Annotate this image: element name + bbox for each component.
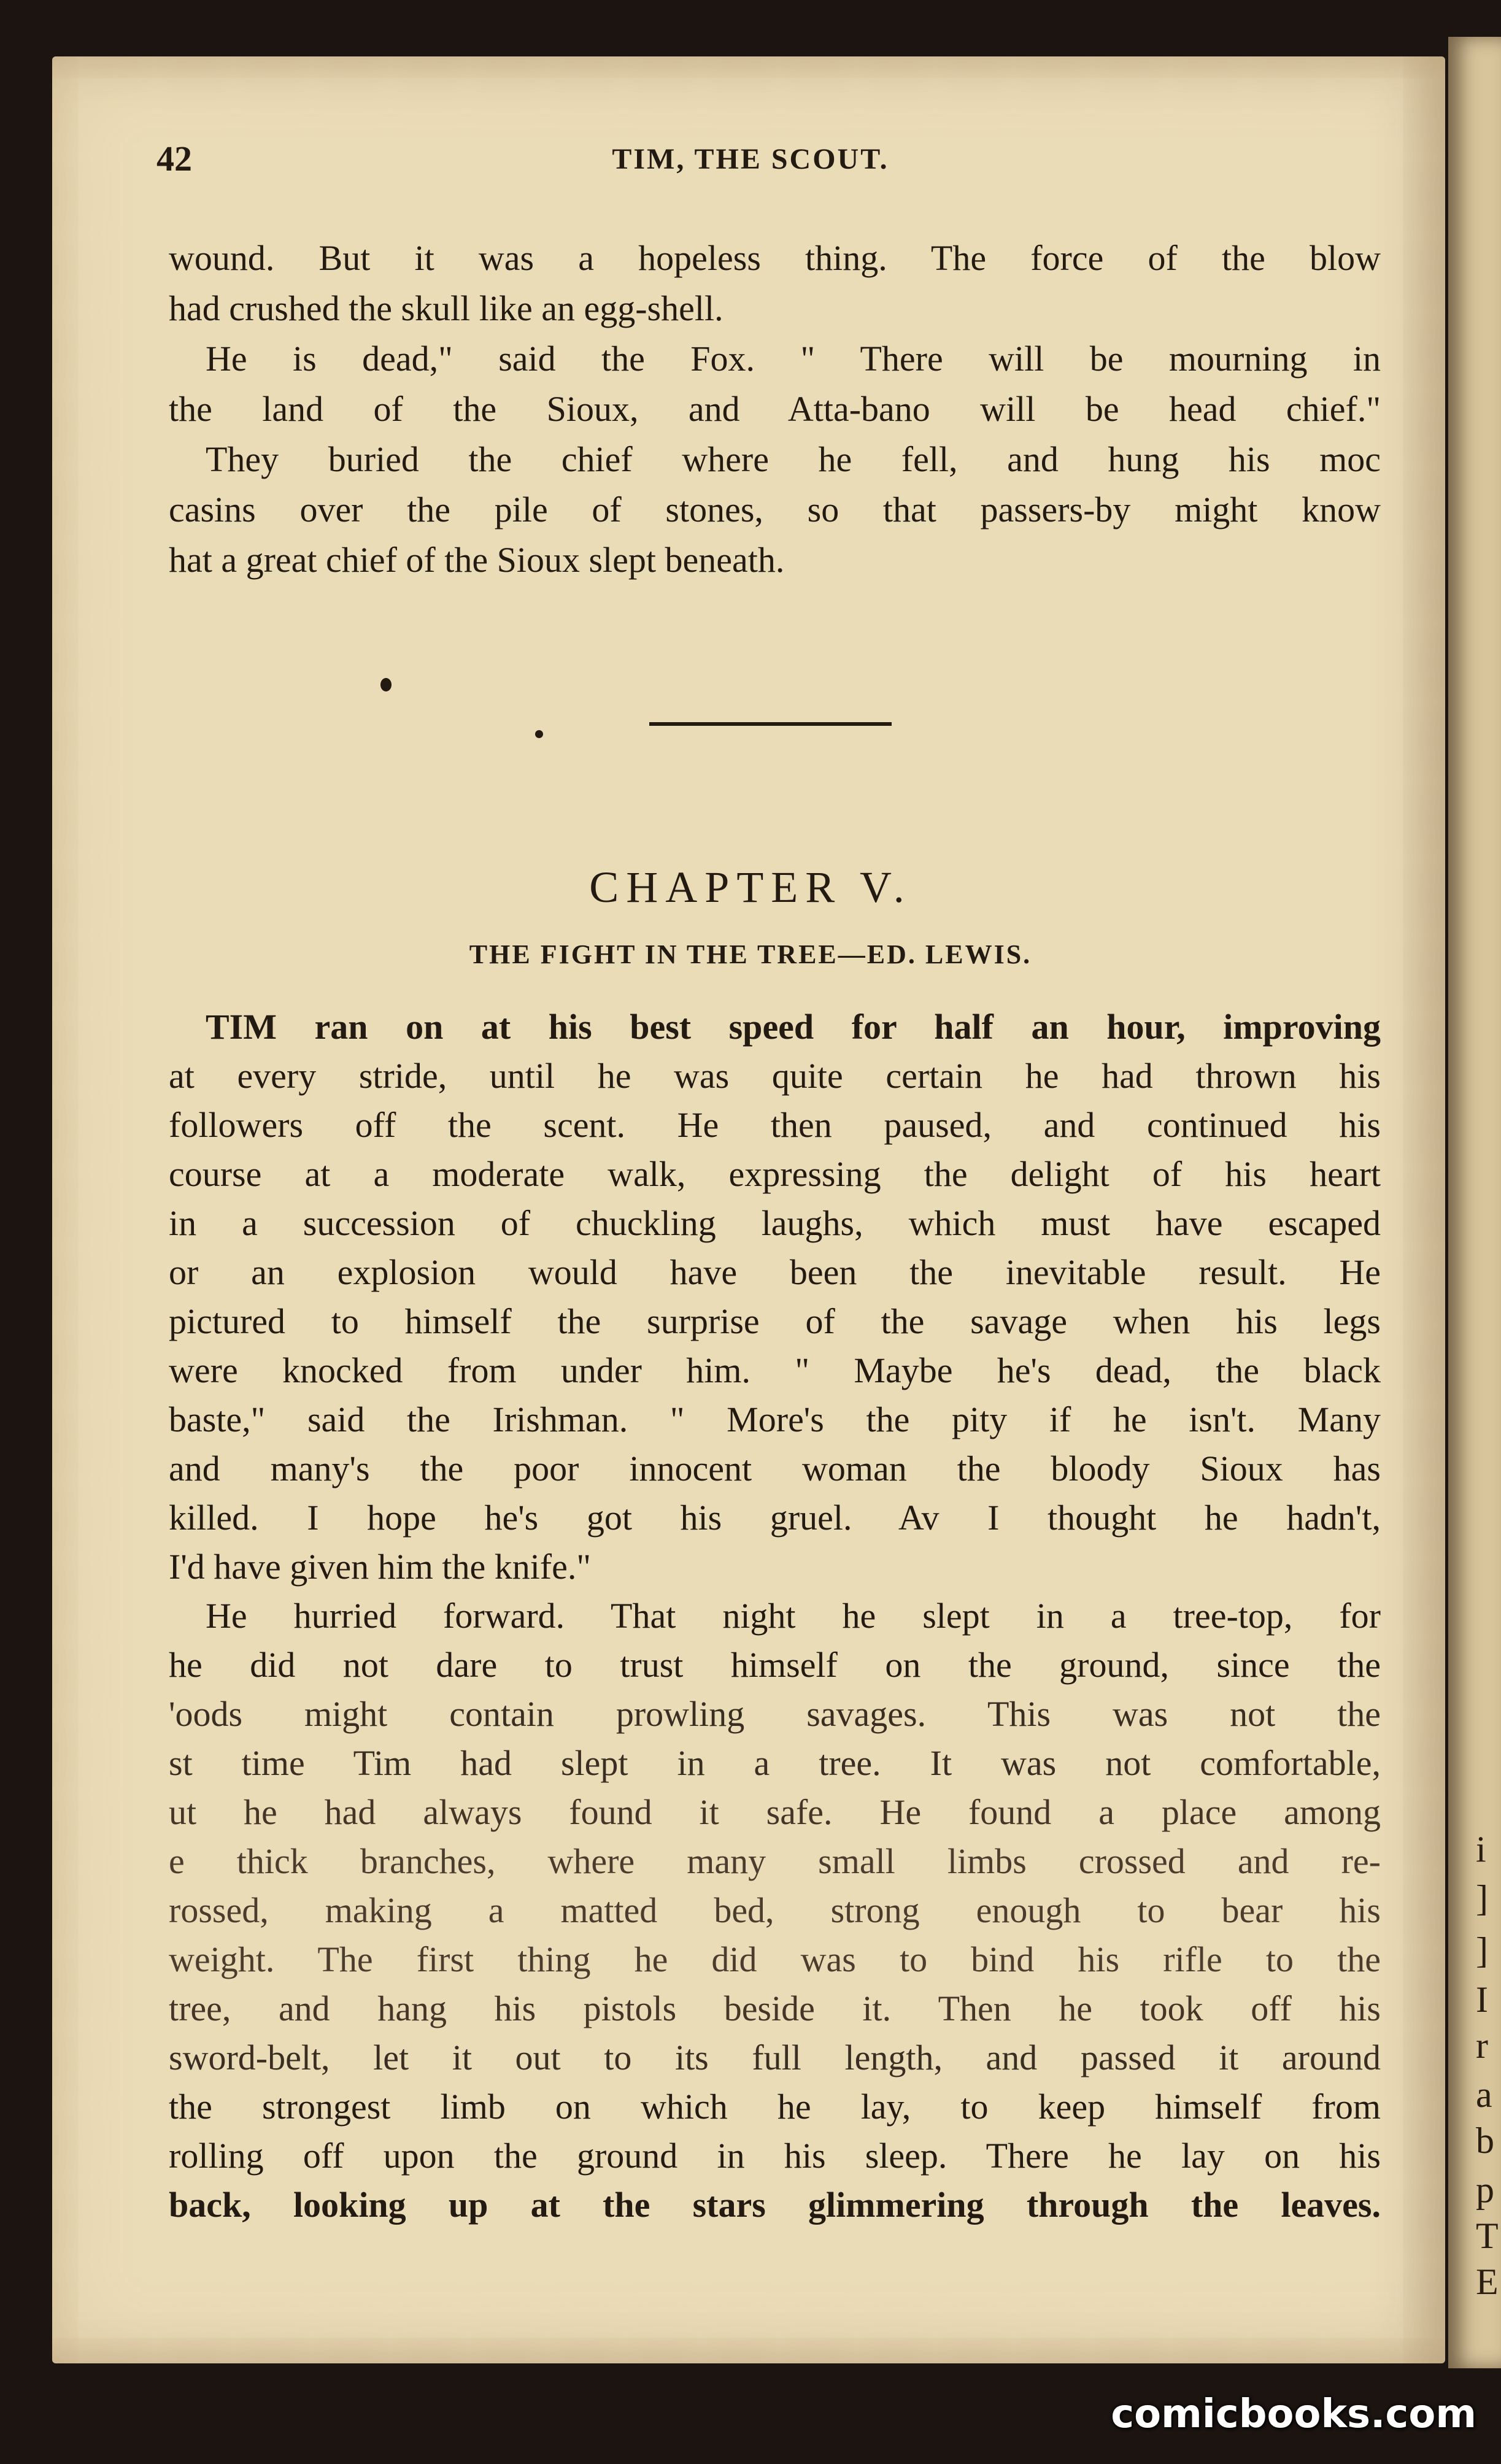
body-line: killed. I hope he's got his gruel. Av I thought he hadn't, [169,1498,1381,1538]
body-line: casins over the pile of stones, so that passers-by might know [169,490,1381,529]
ink-speck [380,678,392,691]
body-line: or an explosion would have been the inevitable result. He [169,1252,1381,1292]
next-page-letter: I [1476,1979,1488,2020]
body-line: and many's the poor innocent woman the bloody Sioux has [169,1449,1381,1488]
body-line: baste," said the Irishman. " More's the pity if he isn't. Many [169,1399,1381,1439]
body-line: They buried the chief where he fell, and hung his moc [206,439,1381,479]
body-line: e thick branches, where many small limbs crossed and re- [169,1841,1381,1881]
body-line: the strongest limb on which he lay, to keep himself from [169,2087,1381,2127]
next-page-letter: a [1476,2074,1492,2115]
chapter-title: CHAPTER V. [589,863,912,912]
body-line: back, looking up at the stars glimmering through the leaves. [169,2185,1381,2225]
body-line: ut he had always found it safe. He found a place among [169,1792,1381,1832]
body-line: rolling off upon the ground in his sleep. There he lay on his [169,2136,1381,2176]
body-line: wound. But it was a hopeless thing. The force of the blow [169,238,1381,278]
body-line: He hurried forward. That night he slept in a tree-top, for [206,1596,1381,1636]
next-page-letter: b [1476,2120,1494,2161]
next-page-letter: E [1476,2262,1499,2302]
next-page-letter: ] [1476,1878,1488,1919]
body-line: hat a great chief of the Sioux slept beneath. [169,540,785,580]
body-line: followers off the scent. He then paused, and continued his [169,1105,1381,1145]
section-rule [649,722,892,726]
body-line: at every stride, until he was quite certain he had thrown his [169,1056,1381,1096]
body-line: I'd have given him the knife." [169,1547,592,1587]
site-watermark: comicbooks.com [1111,2392,1476,2437]
body-line: had crushed the skull like an egg-shell. [169,288,723,328]
next-page-letter: ] [1476,1930,1488,1971]
body-line: tree, and hang his pistols beside it. Then he took off his [169,1989,1381,2028]
body-line: 'oods might contain prowling savages. This was not the [169,1694,1381,1734]
body-line: rossed, making a matted bed, strong enough to bear his [169,1890,1381,1930]
body-line: He is dead," said the Fox. " There will be mourning in [206,339,1381,379]
ink-speck [535,730,543,738]
body-line: weight. The first thing he did was to bind his rifle to the [169,1939,1381,1979]
next-page-letter: T [1476,2216,1499,2256]
next-page-letter: i [1476,1829,1486,1869]
body-line: in a succession of chuckling laughs, which must have escaped [169,1203,1381,1243]
chapter-subtitle: THE FIGHT IN THE TREE—ED. LEWIS. [469,939,1032,969]
body-line: the land of the Sioux, and Atta-bano will be head chief." [169,389,1381,429]
body-line: he did not dare to trust himself on the ground, since the [169,1645,1381,1685]
body-line: course at a moderate walk, expressing the delight of his heart [169,1154,1381,1194]
running-head: TIM, THE SCOUT. [612,143,889,175]
next-page-edge [1448,37,1501,2368]
body-line: TIM ran on at his best speed for half an hour, improving [206,1007,1381,1047]
page-number: 42 [156,139,192,179]
body-line: were knocked from under him. " Maybe he's dead, the black [169,1350,1381,1390]
body-line: sword-belt, let it out to its full length, and passed it around [169,2038,1381,2077]
next-page-letter: r [1476,2025,1488,2066]
body-line: st time Tim had slept in a tree. It was not comfortable, [169,1743,1381,1783]
next-page-letter: p [1476,2169,1494,2210]
body-line: pictured to himself the surprise of the savage when his legs [169,1301,1381,1341]
